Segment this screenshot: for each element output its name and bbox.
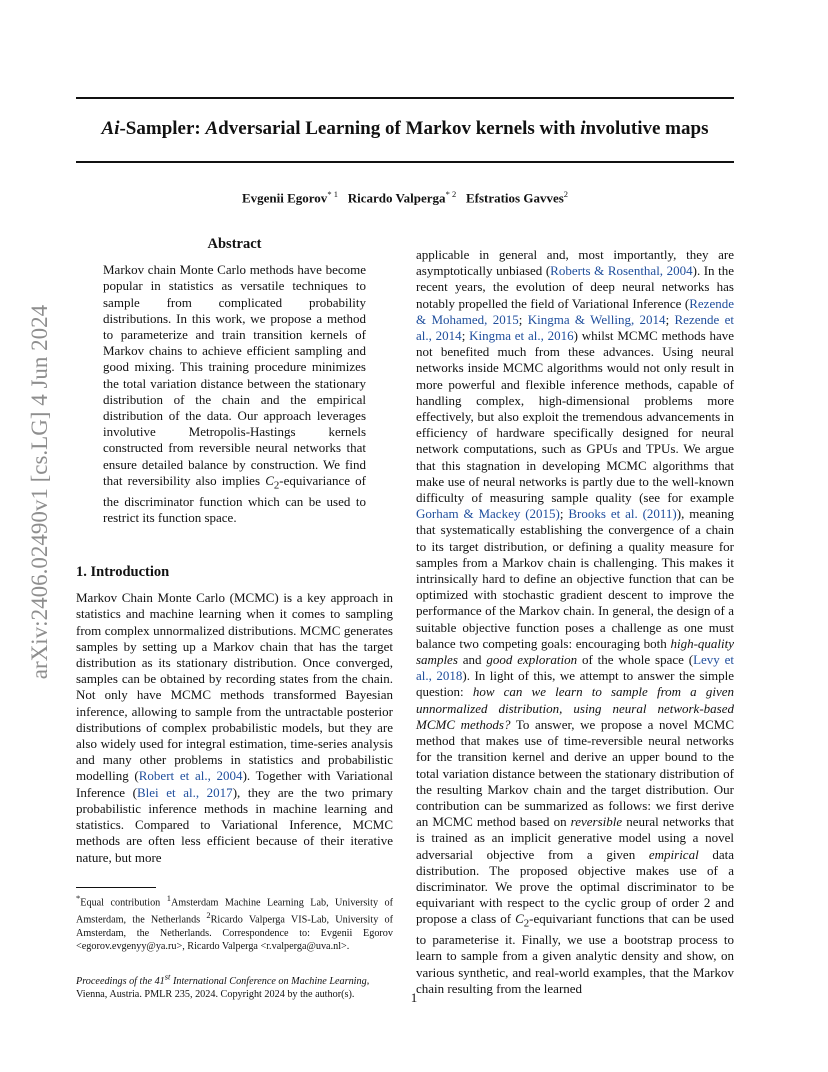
proceedings-note: Proceedings of the 41st International Conference on Machine Learning, Vienna, Austria. PMLR 235, 2024. Copyright 2024 by the author(s).	[76, 971, 370, 1000]
author-name: Efstratios Gavves	[465, 190, 564, 206]
author-list	[76, 189, 734, 206]
title-rule-bottom	[76, 161, 734, 163]
citation-link[interactable]: Rezende & Mohamed, 2015	[416, 295, 734, 327]
author-affiliation-mark: * 1	[327, 189, 338, 199]
citation-link[interactable]: Robert et al., 2004	[138, 768, 243, 784]
citation-link[interactable]: Kingma et al., 2016	[469, 328, 574, 344]
citation-link[interactable]: Roberts & Rosenthal, 2004	[550, 263, 693, 279]
citation-link[interactable]: Kingma & Welling, 2014	[527, 311, 666, 327]
paper-title: Ai-Sampler: Adversarial Learning of Markov kernels with involutive maps	[101, 118, 709, 139]
left-column	[76, 236, 393, 1001]
author-affiliation-mark: 2	[563, 189, 569, 199]
citation-link[interactable]: Blei et al., 2017	[136, 784, 233, 800]
footnote-divider	[76, 887, 156, 888]
citation-link[interactable]: Gorham & Mackey (2015)	[416, 506, 560, 522]
citation-link[interactable]: Rezende et al., 2014	[416, 311, 734, 344]
section-heading-introduction: 1. Introduction	[76, 564, 170, 581]
arxiv-identifier-stamp: arXiv:2406.02490v1 [cs.LG] 4 Jun 2024	[27, 304, 52, 680]
page-number: 1	[410, 990, 418, 1005]
abstract-heading: Abstract	[207, 236, 262, 252]
title-rule-top	[76, 97, 734, 99]
introduction-text: Markov Chain Monte Carlo (MCMC) is a key approach in statistics and machine learning when it comes to sampling from complex unnormalized distributions. MCMC generates samples by setting up a Markov chain that has the target distribution as its stationary distribution. Once converged, samples can be obtained by recording states from the chain. Not only have MCMC methods transformed Bayesian inference, allowing to sample from the untractable posterior distributions of complex probabilistic models, but they are also widely used for integral estimation, time-series analysis and many other problems in statistics and probabilistic modelling (Robert et al., 2004). Together with Variational Inference (Blei et al., 2017), they are the two primary probabilistic inference methods in machine learning and statistics. Compared to Variational Inference, MCMC methods are often less efficient because of their iterative nature, but more	[76, 590, 393, 865]
citation-link[interactable]: Brooks et al. (2011)	[568, 506, 677, 522]
author-affiliation-mark: * 2	[445, 189, 457, 199]
abstract-text: Markov chain Monte Carlo methods have become popular in statistics as versatile techniques to sample from complicated probability distributions. In this work, we propose a method to parameterize and train transition kernels of Markov chains to achieve efficient sampling and good mixing. This training procedure minimizes the total variation distance between the stationary distribution of the chain and the empirical distribution of the data. Our approach leverages involutive Metropolis-Hastings kernels constructed from reversible neural networks that ensure detailed balance by construction. We find that reversibility also implies $C_2$-equivariance of the discriminator function which can be used to restrict its function space.	[103, 262, 367, 525]
right-column: applicable in general and, most importantly, they are asymptotically unbiased (Roberts & Rosenthal, 2004). In the recent years, the evolution of deep neural networks has notably propelled the field of Variational Inference (Rezende & Mohamed, 2015; Kingma & Welling, 2014; Rezende et al., 2014; Kingma et al., 2016) whilst MCMC methods have not benefited much from these advances. Using neural networks inside MCMC algorithms would not only result in more powerful and flexible inference methods, capable of handling complex, high-dimensional problems more effectively, but also exploit the tremendous advancements in efficiency of hardware specifically designed for neural network computations, such as GPUs and TPUs. We argue that this stagnation in developing MCMC algorithms that make use of neural networks is partly due to the well-known difficulty of measuring sample quality (see for example Gorham & Mackey (2015); Brooks et al. (2011)), meaning that systematically establishing the convergence of a chain to its target distribution, or defining a quality measure for samples from a Markov chain is challenging. This makes it intrinsically hard to define an objective function that can be optimized with stochastic gradient descent to improve the performance of the Markov chain. In general, the design of a suitable objective function poses a challenge as one must balance two competing goals: encouraging both high-quality samples and good exploration of the whole space (Levy et al., 2018). In light of this, we attempt to answer the simple question: how can we learn to sample from a given unnormalized distribution, using neural network-based MCMC methods? To answer, we propose a novel MCMC method that makes use of time-reversible neural networks for the transition kernel and derive an upper bound to the total variation distance between the stationary distribution of the resulting Markov chain and the target distribution. Our contribution can be summarized as follows: we first derive an MCMC method based on reversible neural networks that is trained as an implicit generative model using a novel adversarial objective from a given empirical data distribution. The proposed objective makes use of a discriminator. We prove the optimal discriminator to be equivariant with respect to the cyclic group of order 2 and propose a class of $C_2$-equivariant functions that can be used to parameterise it. Finally, we use a bootstrap process to learn to sample from a given analytic density and show, on various synthetic, and real-world examples, that the Markov chain resulting from the learned	[416, 247, 735, 996]
author-name: Ricardo Valperga	[347, 190, 446, 206]
affiliation-footnote: *Equal contribution $^1$Amsterdam Machine Learning Lab, University of Amsterdam, the Netherlands $^2$Ricardo Valperga VIS-Lab, University of Amsterdam, the Netherlands. Correspondence to: Evgenii Egorov <egorov.evgenyy@ya.ru>, Ricardo Valperga <r.valperga@uva.nl>.	[76, 892, 393, 953]
author-name: Evgenii Egorov	[241, 190, 328, 206]
citation-link[interactable]: Levy et al., 2018	[416, 652, 735, 684]
